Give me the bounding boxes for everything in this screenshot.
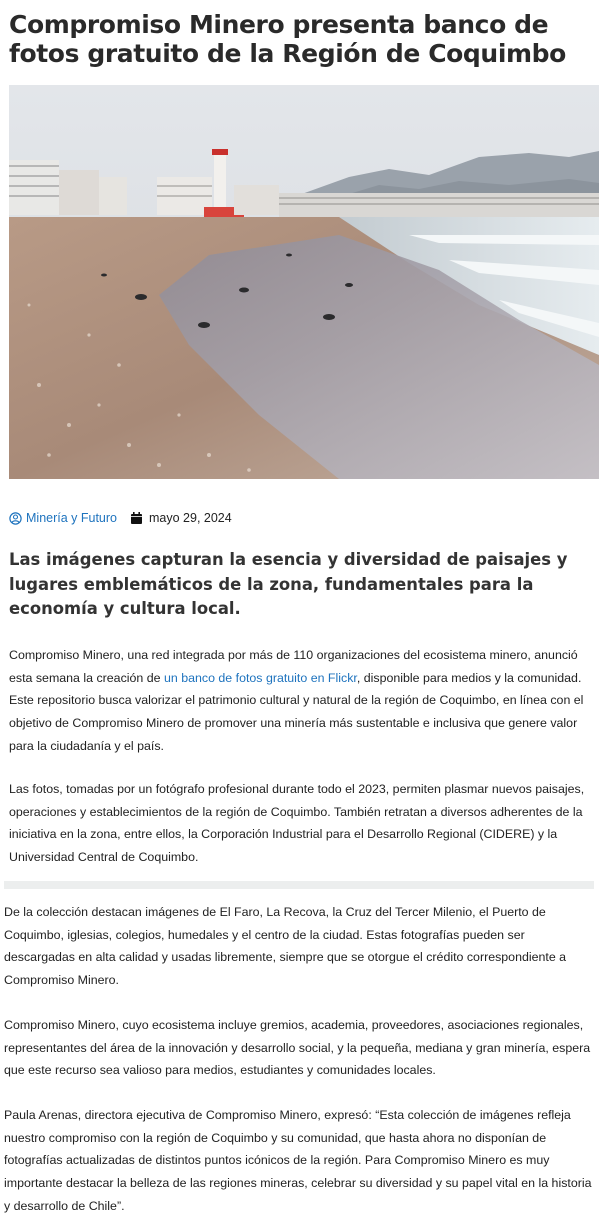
user-circle-icon: [9, 512, 22, 525]
flickr-link[interactable]: un banco de fotos gratuito en Flickr: [163, 670, 357, 685]
article-lead: Las imágenes capturan la esencia y diversidad de paisajes y lugares emblemáticos de la zona, fundamentales para la economía y cultura local.: [9, 550, 568, 618]
post-date: [131, 511, 232, 525]
calendar-icon: [131, 512, 142, 524]
author-name: Minería y Futuro: [26, 511, 118, 525]
author-link[interactable]: [9, 511, 117, 525]
paragraph-4: Compromiso Minero, cuyo ecosistema incluye gremios, academia, proveedores, asociaciones regionales, representantes del área de la innovación y desarrollo social, y la pequeña, mediana y gran minería, espera que este recurso sea valioso para medios, estudiantes y comunidades locales.: [4, 1018, 591, 1078]
paragraph-3: De la colección destacan imágenes de El Faro, La Recova, la Cruz del Tercer Milenio, el Puerto de Coquimbo, iglesias, colegios, humedales y el centro de la ciudad. Estas fotografías pueden ser descargadas en alta calidad y usadas libremente, siempre que se otorgue el crédito correspondiente a Compromiso Minero.: [4, 905, 567, 988]
paragraph-1-text-b: , disponible para medios y la comunidad. Este repositorio busca valorizar el patrimonio cultural y natural de la región de Coquimbo, en línea con el objetivo de Compromiso Minero de promover una minería más sustentable e inclusiva que genere valor para la ciudadanía y el país.: [9, 670, 584, 753]
post-meta: [9, 509, 232, 527]
section-divider: [4, 881, 594, 889]
beach-photo: [9, 85, 599, 479]
post-date-text: mayo 29, 2024: [149, 511, 232, 525]
article-title: Compromiso Minero presenta banco de fotos gratuito de la Región de Coquimbo: [9, 10, 566, 68]
paragraph-2: Las fotos, tomadas por un fotógrafo profesional durante todo el 2023, permiten plasmar nuevos paisajes, operaciones y establecimientos de la región de Coquimbo. También retratan a diversos adherentes de la iniciativa en la zona, entre ellos, la Corporación Industrial para el Desarrollo Regional (CIDERE) y la Universidad Central de Coquimbo.: [9, 782, 585, 865]
paragraph-1: [9, 644, 599, 758]
hero-image[interactable]: [9, 85, 599, 479]
paragraph-1-text-a: Compromiso Minero, una red integrada por más de 110 organizaciones del ecosistema minero, anunció esta semana la creación de: [9, 648, 578, 685]
paragraph-5: Paula Arenas, directora ejecutiva de Compromiso Minero, expresó: “Esta colección de imágenes refleja nuestro compromiso con la región de Coquimbo y su comunidad, que hasta ahora no disponían de fotografías actualizadas de distintos puntos icónicos de la región. Para Compromiso Minero es muy importante destacar la belleza de las regiones mineras, celebrar su diversidad y su papel vital en la historia y desarrollo de Chile”.: [4, 1108, 592, 1213]
